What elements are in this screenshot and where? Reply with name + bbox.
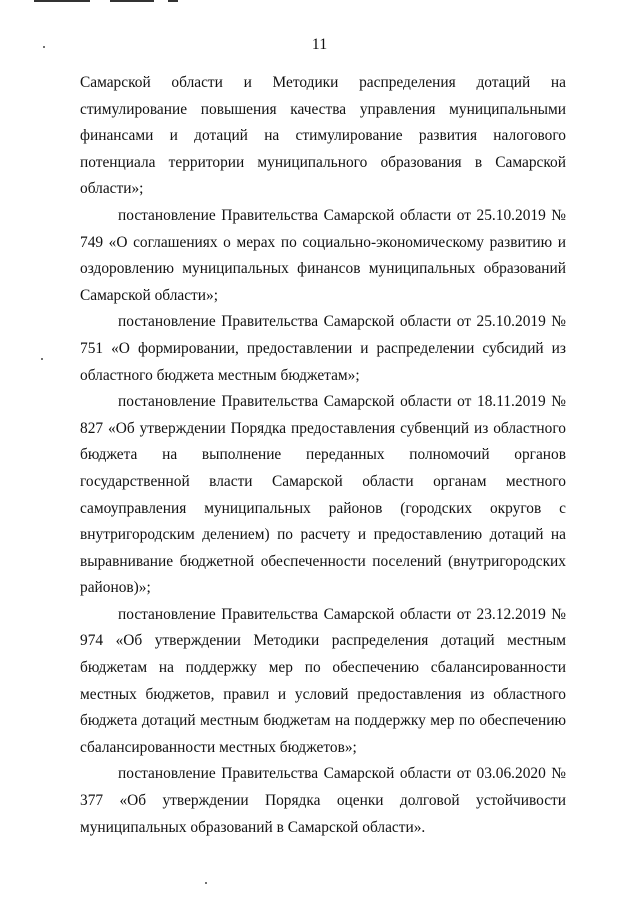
scan-speck <box>205 882 207 884</box>
paragraph-decree-749: постановление Правительства Самарской области от 25.10.2019 № 749 «О соглашениях о мерах по социально-экономическому развитию и оздоровлению муниципальных финансов муниципальных образований Самарской области»; <box>80 206 566 304</box>
paragraph-continuation: Самарской области и Методики распределения дотаций на стимулирование повышения качества управления муниципальными финансами и дотаций на стимулирование развития налогового потенциала территории муниципального образования в Самарской области»; <box>80 74 566 198</box>
paragraph-decree-377: постановление Правительства Самарской области от 03.06.2020 № 377 «Об утверждении Порядка оценки долговой устойчивости муниципальных образований в Самарской области». <box>80 765 566 836</box>
scan-artifact-line <box>110 0 154 2</box>
document-body <box>80 70 566 841</box>
page-number: 11 <box>311 36 328 53</box>
paragraph-decree-974: постановление Правительства Самарской области от 23.12.2019 № 974 «Об утверждении Методики распределения дотаций местным бюджетам на поддержку мер по обеспечению сбалансированности местных бюджетов, правил и условий предоставления из областного бюджета дотаций местным бюджетам на поддержку мер по обеспечению сбалансированности местных бюджетов»; <box>80 605 566 756</box>
paragraph-decree-751: постановление Правительства Самарской области от 25.10.2019 № 751 «О формировании, предоставлении и распределении субсидий из областного бюджета местным бюджетам»; <box>80 313 566 384</box>
paragraph-decree-827: постановление Правительства Самарской области от 18.11.2019 № 827 «Об утверждении Порядка предоставления субвенций из областного бюджета на выполнение переданных полномочий органов государственной власти Самарской области органам местного самоуправления муниципальных районов (городских округов с внутригородским делением) по расчету и предоставлению дотаций на выравнивание бюджетной обеспеченности поселений (внутригородских районов)»; <box>80 393 566 597</box>
scan-artifact-line <box>168 0 178 2</box>
scan-artifact-line <box>34 0 90 2</box>
scan-speck <box>41 358 43 360</box>
